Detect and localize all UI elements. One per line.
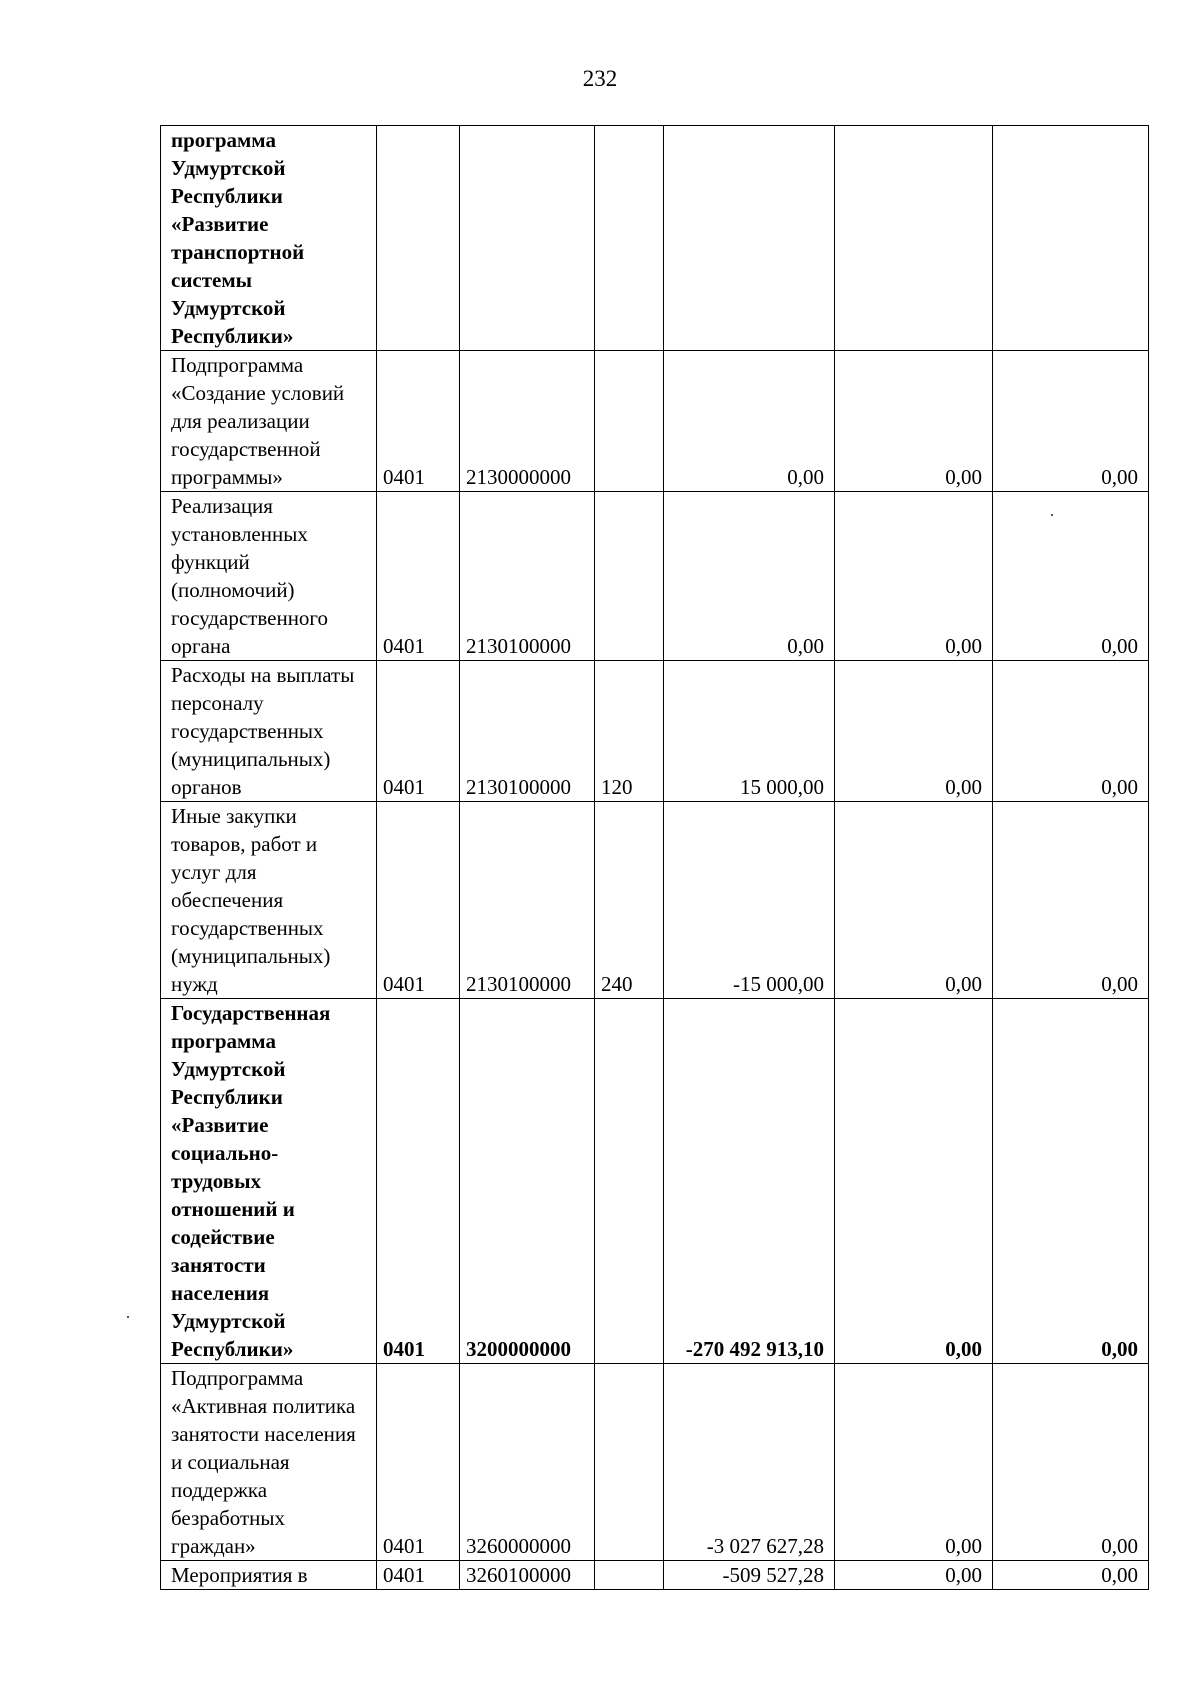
row-name-cell: программа Удмуртской Республики «Развитие транспортной системы Удмуртской Республики»: [161, 126, 377, 351]
section-code-cell: 0401: [377, 802, 460, 999]
table-row: [161, 802, 1149, 999]
target-article-cell: [460, 126, 595, 351]
expense-type-cell: [595, 351, 664, 492]
sum-cell-1: -15 000,00: [664, 802, 835, 999]
target-article-cell: 3260100000: [460, 1561, 595, 1590]
table-row: [161, 999, 1149, 1364]
section-code-cell: 0401: [377, 351, 460, 492]
sum-cell-3: 0,00: [993, 351, 1149, 492]
section-code-cell: 0401: [377, 492, 460, 661]
expense-type-cell: [595, 126, 664, 351]
sum-cell-3: [993, 126, 1149, 351]
row-name-cell: Подпрограмма «Активная политика занятости населения и социальная поддержка безработных граждан»: [161, 1364, 377, 1561]
table-row: [161, 1364, 1149, 1561]
sum-cell-2: 0,00: [835, 999, 993, 1364]
expense-type-cell: [595, 492, 664, 661]
section-code-cell: 0401: [377, 661, 460, 802]
row-name-cell: Иные закупки товаров, работ и услуг для обеспечения государственных (муниципальных) нужд: [161, 802, 377, 999]
sum-cell-1: -3 027 627,28: [664, 1364, 835, 1561]
expense-type-cell: 240: [595, 802, 664, 999]
target-article-cell: 3260000000: [460, 1364, 595, 1561]
section-code-cell: 0401: [377, 999, 460, 1364]
sum-cell-2: 0,00: [835, 661, 993, 802]
table-row: [161, 126, 1149, 351]
expense-type-cell: [595, 999, 664, 1364]
sum-cell-2: 0,00: [835, 1364, 993, 1561]
sum-cell-1: [664, 126, 835, 351]
table-row: [161, 1561, 1149, 1590]
section-code-cell: [377, 126, 460, 351]
target-article-cell: 2130100000: [460, 492, 595, 661]
sum-cell-3: 0,00: [993, 492, 1149, 661]
sum-cell-2: 0,00: [835, 351, 993, 492]
row-name-cell: Государственная программа Удмуртской Республики «Развитие социально- трудовых отношений и содействие занятости населения Удмуртской Республики»: [161, 999, 377, 1364]
target-article-cell: 3200000000: [460, 999, 595, 1364]
sum-cell-1: 15 000,00: [664, 661, 835, 802]
sum-cell-1: -270 492 913,10: [664, 999, 835, 1364]
sum-cell-1: -509 527,28: [664, 1561, 835, 1590]
sum-cell-3: 0,00: [993, 1364, 1149, 1561]
budget-table: [160, 125, 1149, 1590]
sum-cell-3: 0,00: [993, 661, 1149, 802]
section-code-cell: 0401: [377, 1364, 460, 1561]
sum-cell-3: 0,00: [993, 1561, 1149, 1590]
sum-cell-2: 0,00: [835, 492, 993, 661]
row-name-cell: Мероприятия в: [161, 1561, 377, 1590]
scan-speck: [1051, 514, 1053, 516]
sum-cell-2: 0,00: [835, 802, 993, 999]
page-number: 232: [582, 66, 618, 91]
target-article-cell: 2130100000: [460, 802, 595, 999]
table-row: [161, 351, 1149, 492]
row-name-cell: Расходы на выплаты персоналу государственных (муниципальных) органов: [161, 661, 377, 802]
sum-cell-3: 0,00: [993, 999, 1149, 1364]
sum-cell-2: [835, 126, 993, 351]
scan-speck: [127, 1316, 129, 1318]
row-name-cell: Реализация установленных функций (полномочий) государственного органа: [161, 492, 377, 661]
table-body: [161, 126, 1149, 1590]
table-row: [161, 492, 1149, 661]
sum-cell-2: 0,00: [835, 1561, 993, 1590]
expense-type-cell: [595, 1364, 664, 1561]
sum-cell-3: 0,00: [993, 802, 1149, 999]
section-code-cell: 0401: [377, 1561, 460, 1590]
row-name-cell: Подпрограмма «Создание условий для реализации государственной программы»: [161, 351, 377, 492]
sum-cell-1: 0,00: [664, 492, 835, 661]
expense-type-cell: [595, 1561, 664, 1590]
sum-cell-1: 0,00: [664, 351, 835, 492]
target-article-cell: 2130000000: [460, 351, 595, 492]
expense-type-cell: 120: [595, 661, 664, 802]
table-row: [161, 661, 1149, 802]
target-article-cell: 2130100000: [460, 661, 595, 802]
